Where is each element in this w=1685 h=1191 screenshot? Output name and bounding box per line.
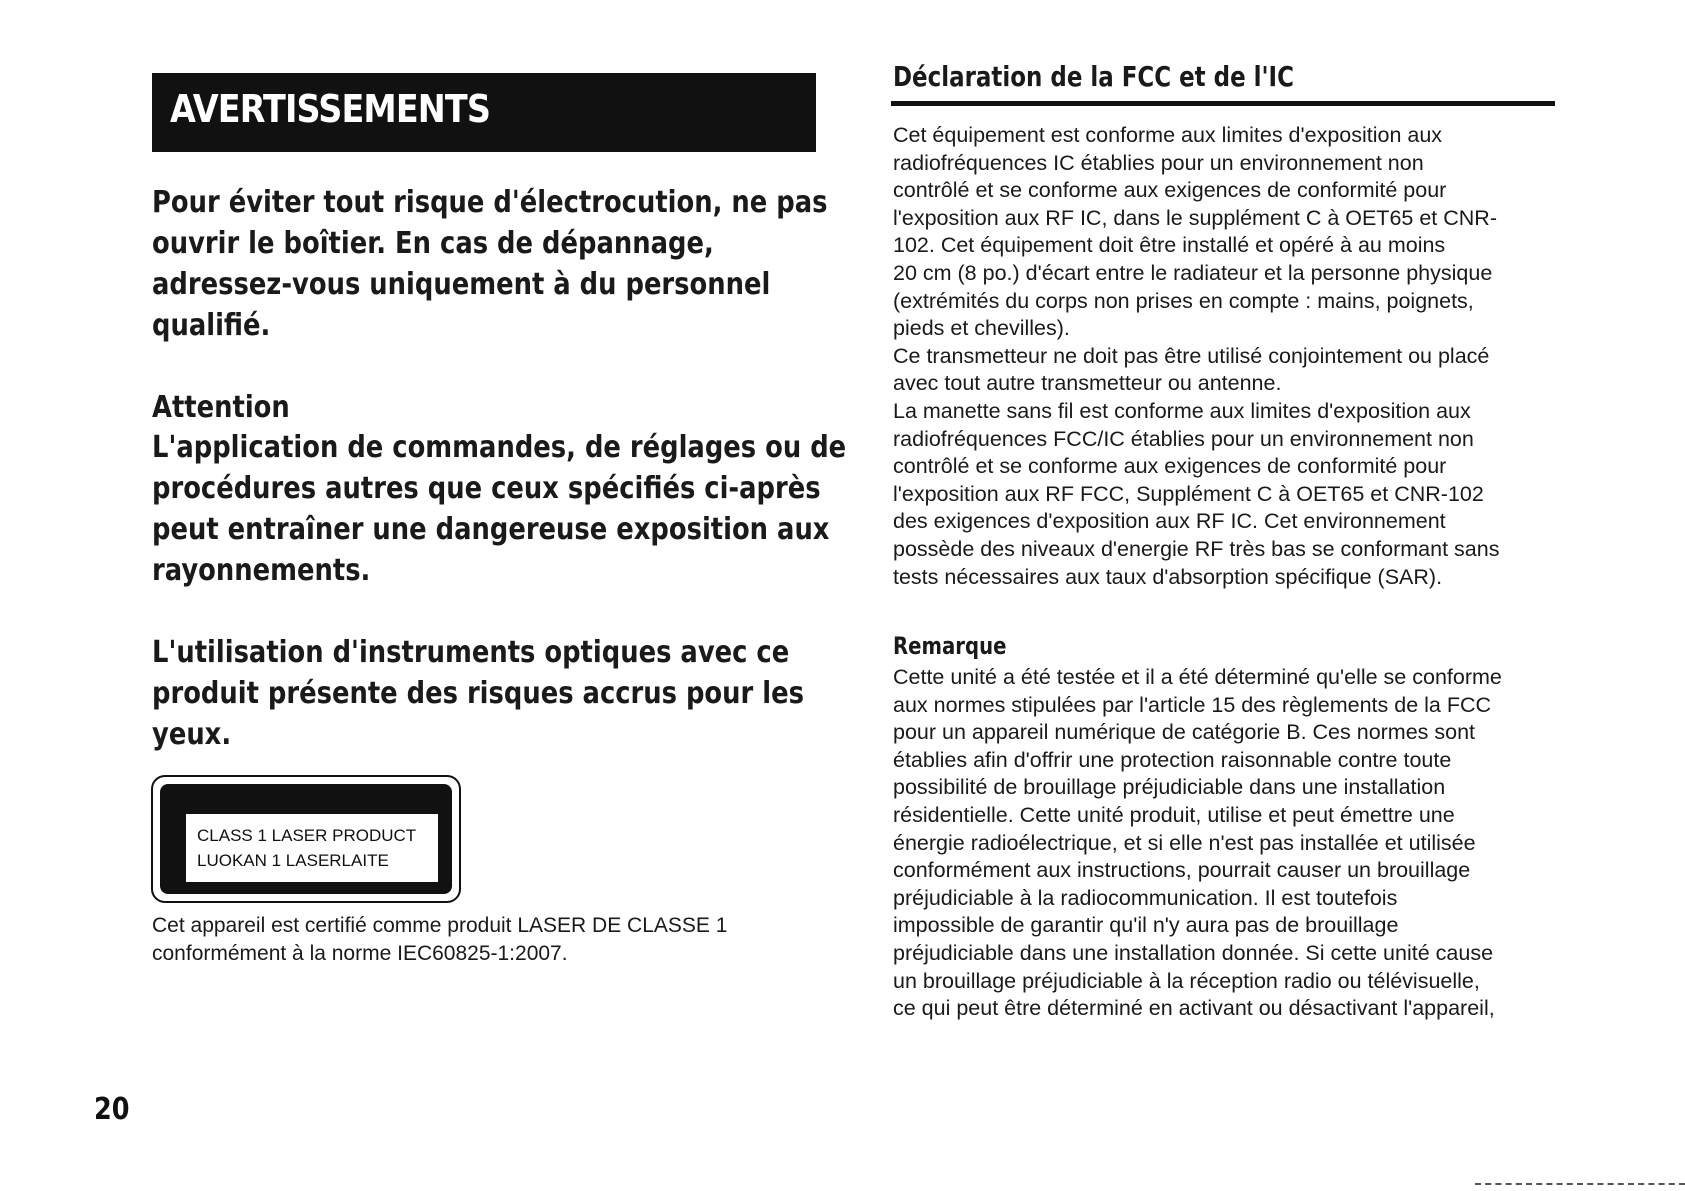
remarque-line: énergie radioélectrique, et si elle n'est pas installée et utilisée bbox=[893, 830, 1476, 855]
attention-line: procédures autres que ceux spécifiés ci-après bbox=[152, 471, 821, 506]
fcc-line: possède des niveaux d'energie RF très bas se conformant sans bbox=[893, 536, 1500, 561]
fcc-line: avec tout autre transmetteur ou antenne. bbox=[893, 371, 1282, 396]
optics-warning bbox=[152, 632, 804, 755]
laser-label-line-1: CLASS 1 LASER PRODUCT bbox=[197, 826, 417, 845]
page-edge-dashes bbox=[1475, 1183, 1685, 1185]
fcc-line: 102. Cet équipement doit être installé et opéré à au moins bbox=[893, 233, 1446, 258]
optics-line: produit présente des risques accrus pour les bbox=[152, 676, 804, 711]
cert-line: Cet appareil est certifié comme produit LASER DE CLASSE 1 bbox=[152, 914, 728, 937]
attention-heading bbox=[152, 387, 290, 428]
laser-label-frame bbox=[160, 784, 452, 894]
laser-certification-text bbox=[152, 912, 812, 968]
optics-line: yeux. bbox=[152, 717, 232, 752]
remarque-line: Cette unité a été testée et il a été déterminé qu'elle se conforme bbox=[893, 665, 1502, 689]
laser-label-plate bbox=[186, 814, 438, 882]
fcc-line: 20 cm (8 po.) d'écart entre le radiateur et la personne physique bbox=[893, 260, 1493, 285]
fcc-line: contrôlé et se conforme aux exigences de conformité pour bbox=[893, 454, 1447, 479]
remarque-line: établies afin d'offrir une protection raisonnable contre toute bbox=[893, 747, 1452, 772]
warning-line: ouvrir le boîtier. En cas de dépannage, bbox=[152, 226, 714, 261]
remarque-line: pour un appareil numérique de catégorie B. Ces normes sont bbox=[893, 720, 1476, 745]
laser-label-line-2: LUOKAN 1 LASERLAITE bbox=[197, 851, 389, 870]
heading-rule bbox=[891, 101, 1555, 106]
fcc-line: radiofréquences IC établies pour un environnement non bbox=[893, 150, 1424, 175]
cert-line: conformément à la norme IEC60825-1:2007. bbox=[152, 942, 568, 965]
attention-text bbox=[152, 427, 846, 591]
remarque-line: impossible de garantir qu'il n'y aura pas de brouillage bbox=[893, 913, 1399, 938]
fcc-line: contrôlé et se conforme aux exigences de conformité pour bbox=[893, 178, 1447, 203]
laser-class-label bbox=[151, 775, 461, 903]
fcc-line: La manette sans fil est conforme aux limites d'exposition aux bbox=[893, 398, 1471, 423]
attention-line: rayonnements. bbox=[152, 553, 371, 588]
remarque-line: ce qui peut être déterminé en activant ou désactivant l'appareil, bbox=[893, 996, 1495, 1021]
remarque-line: préjudiciable dans une installation donnée. Si cette unité cause bbox=[893, 940, 1494, 965]
warnings-title: AVERTISSEMENTS bbox=[170, 87, 491, 131]
fcc-line: radiofréquences FCC/IC établies pour un environnement non bbox=[893, 426, 1474, 451]
optics-line: L'utilisation d'instruments optiques avec ce bbox=[152, 635, 790, 670]
fcc-line: l'exposition aux RF FCC, Supplément C à OET65 et CNR-102 bbox=[893, 481, 1484, 506]
remarque-line: résidentielle. Cette unité produit, utilise et peut émettre une bbox=[893, 802, 1455, 827]
fcc-line: pieds et chevilles). bbox=[893, 316, 1070, 341]
remarque-heading: Remarque bbox=[893, 632, 1007, 660]
fcc-line: (extrémités du corps non prises en compte : mains, poignets, bbox=[893, 288, 1474, 313]
fcc-line: des exigences d'exposition aux RF IC. Cet environnement bbox=[893, 509, 1446, 534]
fcc-line: Ce transmetteur ne doit pas être utilisé conjointement ou placé bbox=[893, 343, 1490, 368]
fcc-line: tests nécessaires aux taux d'absorption spécifique (SAR). bbox=[893, 564, 1443, 589]
remarque-line: conformément aux instructions, pourrait causer un brouillage bbox=[893, 858, 1471, 883]
attention-line: peut entraîner une dangereuse exposition aux bbox=[152, 512, 830, 547]
warning-line: adressez-vous uniquement à du personnel bbox=[152, 267, 771, 302]
remarque-line: aux normes stipulées par l'article 15 des règlements de la FCC bbox=[893, 692, 1492, 717]
remarque-line: préjudiciable à la radiocommunication. Il est toutefois bbox=[893, 885, 1398, 910]
warnings-banner bbox=[152, 73, 816, 152]
warning-line: Pour éviter tout risque d'électrocution, ne pas bbox=[152, 185, 828, 220]
fcc-line: l'exposition aux RF IC, dans le supplément C à OET65 et CNR- bbox=[893, 205, 1497, 230]
attention-title: Attention bbox=[152, 390, 290, 425]
warning-line: qualifié. bbox=[152, 308, 271, 343]
remarque-line: possibilité de brouillage préjudiciable dans une installation bbox=[893, 775, 1446, 800]
fcc-ic-paragraphs bbox=[893, 122, 1573, 591]
page-number: 20 bbox=[94, 1092, 130, 1127]
attention-line: L'application de commandes, de réglages ou de bbox=[152, 430, 847, 465]
fcc-ic-heading: Déclaration de la FCC et de l'IC bbox=[893, 60, 1294, 93]
remarque-line: un brouillage préjudiciable à la réception radio ou télévisuelle, bbox=[893, 968, 1480, 993]
electrocution-warning bbox=[152, 182, 827, 346]
fcc-line: Cet équipement est conforme aux limites d'exposition aux bbox=[893, 123, 1443, 147]
remarque-paragraph bbox=[893, 664, 1573, 1023]
